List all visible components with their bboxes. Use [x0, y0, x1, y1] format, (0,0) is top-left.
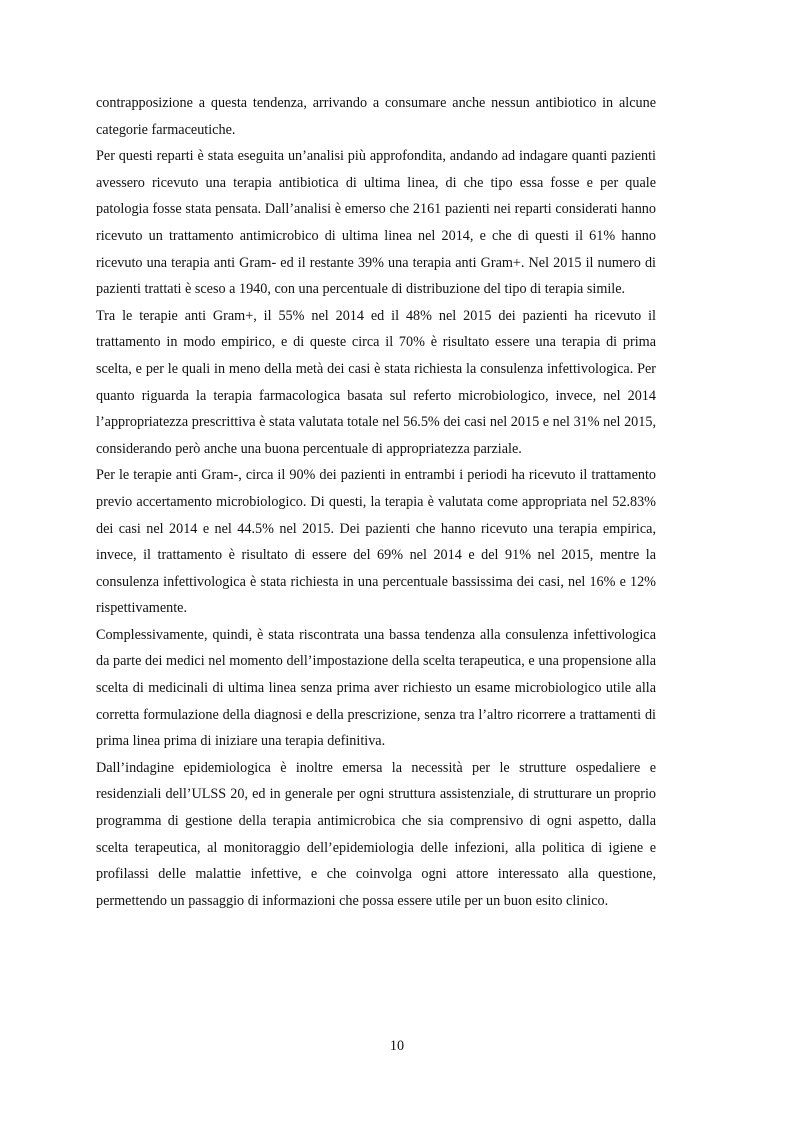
body-text [96, 90, 656, 914]
page-number: 10 [389, 1038, 405, 1054]
paragraph-1: contrapposizione a questa tendenza, arrivando a consumare anche nessun antibiotico in alcune categorie farmaceutiche. [96, 95, 656, 138]
paragraph-5: Complessivamente, quindi, è stata riscontrata una bassa tendenza alla consulenza infettivologica da parte dei medici nel momento dell’impostazione della scelta terapeutica, e una propensione alla scelta di medicinali di ultima linea senza prima aver richiesto un esame microbiologico utile alla corretta formulazione della diagnosi e della prescrizione, senza tra l’altro ricorrere a trattamenti di prima linea prima di iniziare una terapia definitiva. [96, 626, 656, 750]
paragraph-6: Dall’indagine epidemiologica è inoltre emersa la necessità per le strutture ospedaliere e residenziali dell’ULSS 20, ed in generale per ogni struttura assistenziale, di strutturare un proprio programma di gestione della terapia antimicrobica che sia comprensivo di ogni aspetto, dalla scelta terapeutica, al monitoraggio dell’epidemiologia delle infezioni, alla politica di igiene e profilassi delle malattie infettive, e che coinvolga ogni attore interessato alla questione, permettendo un passaggio di informazioni che possa essere utile per un buon esito clinico. [96, 759, 656, 909]
paragraph-3: Tra le terapie anti Gram+, il 55% nel 2014 ed il 48% nel 2015 dei pazienti ha ricevuto il trattamento in modo empirico, e di queste circa il 70% è risultato essere una terapia di prima scelta, e per le quali in meno della metà dei casi è stata richiesta la consulenza infettivologica. Per quanto riguarda la terapia farmacologica basata sul referto microbiologico, invece, nel 2014 l’appropriatezza prescrittiva è stata valutata totale nel 56.5% dei casi nel 2015 e nel 31% nel 2015, considerando però anche una buona percentuale di appropriatezza parziale. [96, 307, 656, 457]
paragraph-4: Per le terapie anti Gram-, circa il 90% dei pazienti in entrambi i periodi ha ricevuto il trattamento previo accertamento microbiologico. Di questi, la terapia è valutata come appropriata nel 52.83% dei casi nel 2014 e nel 44.5% nel 2015. Dei pazienti che hanno ricevuto una terapia empirica, invece, il trattamento è risultato di essere del 69% nel 2014 e del 91% nel 2015, mentre la consulenza infettivologica è stata richiesta in una percentuale bassissima dei casi, nel 16% e 12% rispettivamente. [96, 467, 656, 617]
paragraph-2: Per questi reparti è stata eseguita un’analisi più approfondita, andando ad indagare quanti pazienti avessero ricevuto una terapia antibiotica di ultima linea, di che tipo essa fosse e per quale patologia fosse stata pensata. Dall’analisi è emerso che 2161 pazienti nei reparti considerati hanno ricevuto un trattamento antimicrobico di ultima linea nel 2014, e che di questi il 61% hanno ricevuto una terapia anti Gram- ed il restante 39% una terapia anti Gram+. Nel 2015 il numero di pazienti trattati è sceso a 1940, con una percentuale di distribuzione del tipo di terapia simile. [96, 148, 656, 298]
